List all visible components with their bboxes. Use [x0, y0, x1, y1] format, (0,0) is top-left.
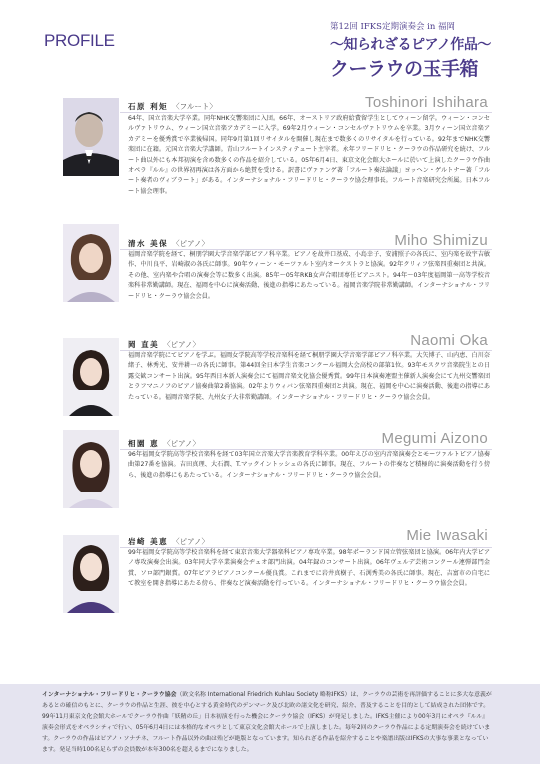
performer-name: 岩崎 美恵: [128, 537, 169, 546]
performer-name: 石原 利矩: [128, 102, 169, 111]
romaji-name: Mie Iwasaki: [406, 527, 488, 544]
performer-bio: 福岡音楽学院にてピアノを学ぶ。福岡女学院高等学校音楽科を経て桐朋学園大学音楽学部ピアノ科卒業。大矢博子、山内恵、白川奈緒子、林秀光、安井耕一の各氏に師事。第44回全日本学生音楽コンクール福岡大会高校の部第1位。93年モスクワ音楽院生との日露交歓コンサート出演。95年西日本新人演奏会にて福岡音楽文化協会優秀賞。99年日本演奏連盟主催新人演奏会にて九州交響楽団とラフマニノフのピアノ協奏曲第2番協演。02年よりウィバン弦楽四重奏団と共演。現在、福岡を中心に演奏活動、後進の指導にあたっている。福岡音楽学院、九州女子大非常勤講師。インターナショナル・フリードリヒ・クーラウ協会会員。: [128, 352, 490, 401]
romaji-name: Toshinori Ishihara: [365, 94, 488, 111]
performer-role: 〈ピアノ〉: [172, 537, 210, 546]
society-info: [0, 684, 540, 764]
performer-bio: 96年福岡女学院高等学校音楽科を経て03年国立音楽大学音楽教育学科卒業。00年えびの室内音楽演奏会とモーツァルトピアノ協奏曲第27番を協演。吉田真理、大石潤、T.マックイントッシュの各氏に師事。現在、フルートの伴奏など積極的に演奏活動を行う傍ら、後進の指導にもあたっている。インターナショナル・フリードリヒ・クーラウ協会会員。: [128, 451, 490, 479]
society-name: インターナショナル・フリードリヒ・クーラウ協会: [42, 692, 177, 698]
name-line: [128, 339, 200, 350]
romaji-name: Megumi Aizono: [381, 430, 488, 447]
performer-bio: 64年、国立音楽大学卒業。同年NHK交響楽団に入団。66年、オーストリア政府給費留学生としてウィーン留学。ウィーン・コンセルヴァトリウム、ウィーン国立音楽アカデミーに入学。69年2月ウィーン・コンセルヴァトリウムを卒業。3月ウィーン国立音楽アカデミーを優秀賞で卒業後帰国。同年9月第1回リサイタルを開催し現在まで数多くのリサイタルを行っている。92年までNHK交響楽団に在籍。元国立音楽大学講師。青山フルートインスティテュート主宰者。永年フリードリヒ・クーラウの作品研究を続け、フルート曲以外にも本邦初演を含め数多くの作品を紹介している。05年6月4日、東京文化会館大ホールに於いて上演したクーラウ作曲オペラ『ルル』の世界初再演は各方面から絶賛を受ける。訳書にヴァァンゲ著「フルート奏法論議」ヨッヘン・ゲルトナー著「フルート奏者のヴィブラート」がある。インターナショナル・フリードリヒ・クーラウ協会理事長。フルート音楽研究会所属。日本フルート協会理事。: [128, 115, 490, 195]
name-line: [128, 238, 209, 249]
name-line: [128, 536, 209, 547]
society-paragraph-1: [42, 690, 492, 712]
romaji-name: Miho Shimizu: [394, 232, 488, 249]
name-line: [128, 101, 217, 112]
name-line: [128, 438, 200, 449]
event-header: [330, 20, 490, 81]
portrait-shimizu: [63, 224, 119, 302]
profile-heading: PROFILE: [44, 31, 115, 50]
performer-name: 岡 直美: [128, 340, 160, 349]
performer-bio: 99年福岡女学院高等学校音楽科を経て東京音楽大学器楽科ピアノ専攻卒業。98年ポーランド国立管弦楽団と協演。06年内大学ピアノ専攻演奏会出演。03年同大学卒業演奏会ヂュオ部門出演。04年録のコンサート出演。06年ヴェルデ芸術コンクール連弾部門金賞、ソロ部門銀賞。07年ピアラピアノコンクール優良賞。これまでに岩井真樹子、石渕秀美の各氏に師事。現在、吉富市の自宅にて教室を開き指導にあたる傍ら、伴奏など演奏活動を行っている。インターナショナル・フリードリヒ・クーラウ協会会員。: [128, 549, 490, 588]
society-intro: （欧文名称 International Friedrich Kuhlau Society 略称IFKS）は、クーラウの芸術を再評価することに多大な意義があるとの確信のもとに、クーラウの作品と生涯、彼を中心とする黄金時代のデンマーク及び北欧の諸文化を研究、紹介、普及することを目的として結成された団体です。: [42, 692, 492, 709]
concert-title: クーラウの玉手箱: [330, 58, 479, 80]
performer-role: 〈ピアノ〉: [163, 439, 201, 448]
performer-role: 〈ピアノ〉: [172, 239, 210, 248]
portrait-aizono: [63, 430, 119, 508]
concert-subtitle: 〜知られざるピアノ作品〜: [330, 37, 491, 53]
performer-role: 〈フルート〉: [172, 102, 217, 111]
romaji-name: Naomi Oka: [410, 332, 488, 349]
divider: [120, 112, 492, 113]
event-line: 第12回 IFKS定期演奏会 in 福岡: [330, 22, 456, 32]
performer-role: 〈ピアノ〉: [163, 340, 201, 349]
portrait-iwasaki: [63, 535, 119, 613]
portrait-oka: [63, 338, 119, 416]
performer-name: 清水 美保: [128, 239, 169, 248]
performer-bio: 福岡音楽学院を経て、桐朋学園大学音楽学部ピアノ科卒業。ピアノを故井口基成、小島幸子、安浦照子の各氏に、室内楽を故宇吉敏作、中川良平、岩崎淑の各氏に師事。90年ウィーン・モーツァルト室内オーケストラと協演。92年クリィフ弦楽四重奏団と共演。その他、室内楽や合唱の演奏会等に数多く出演。85年〜05年RKB女声合唱団専任ピアニスト。94年〜03年度福岡第一高等学校音楽科非常勤講師。現在、福岡を中心に演奏活動、後進の指導にあたっている。福岡音楽学院非常勤講師。インターナショナル・フリードリヒ・クーラウ協会会員。: [128, 251, 490, 300]
performer-name: 相園 恵: [128, 439, 160, 448]
society-paragraph-2: 99年11月東京文化会館大ホールでクーラウ作曲「妖精の丘」日本初演を行った機会にクーラウ協会（IFKS）が発足しました。IFKS主催により00年3月にオペラ『ルル』演奏会形式をオペラシティで行い、05年6月4日には本格的なオペラとして東京文化会館大ホールで上演しました。毎年2回のクーラウ作品による定期演奏会を続けています。クーラウの作品はピアノ・ソナチネ、フルート作品以外の曲は殆どが絶版となっています。知られざる作品を紹介することや楽譜出版はIFKSの大事な事業となっています。発足当時100名足らずの会員数が本年300名を超えるまでになりました。: [42, 713, 491, 753]
portrait-ishihara: [63, 98, 119, 176]
